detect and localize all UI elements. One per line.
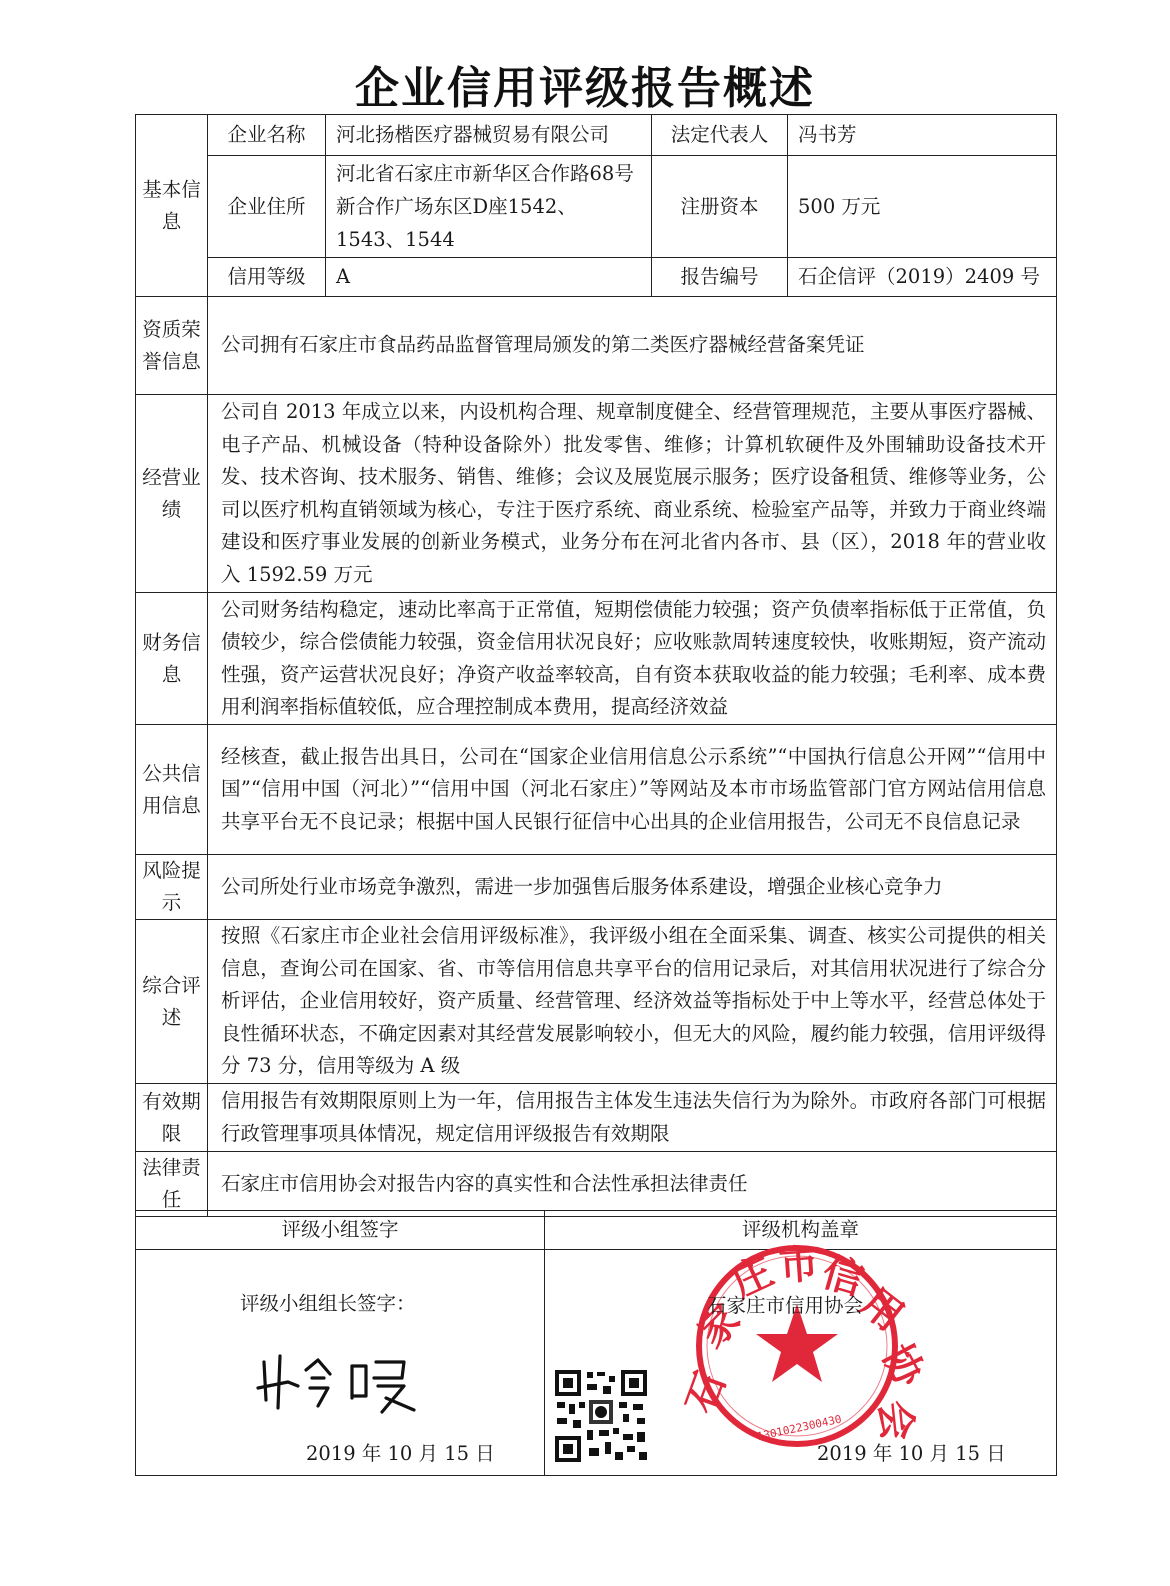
row-legal [136, 1152, 1057, 1217]
qualification-text: 公司拥有石家庄市食品药品监督管理局颁发的第二类医疗器械经营备案凭证 [208, 297, 1057, 395]
legal-text: 石家庄市信用协会对报告内容的真实性和合法性承担法律责任 [208, 1152, 1057, 1217]
signature-table [135, 1210, 1057, 1476]
svg-text:信: 信 [817, 1249, 869, 1305]
capital-label: 注册资本 [652, 156, 788, 258]
risk-text: 公司所处行业市场竞争激烈，需进一步加强售后服务体系建设，增强企业核心竞争力 [208, 855, 1057, 920]
risk-label: 风险提示 [136, 855, 208, 920]
address-label: 企业住所 [208, 156, 326, 258]
grade-value: A [326, 258, 652, 297]
right-sign-date: 2019 年 10 月 15 日 [817, 1442, 1006, 1465]
svg-text:会: 会 [870, 1398, 920, 1443]
qr-code-icon [553, 1368, 649, 1464]
leader-signature-label: 评级小组组长签字： [240, 1292, 416, 1315]
svg-text:1301022300430: 1301022300430 [755, 1412, 843, 1444]
row-grade [136, 258, 1057, 297]
team-signature-header: 评级小组签字 [136, 1211, 545, 1250]
org-seal-header: 评级机构盖章 [545, 1211, 1057, 1250]
row-qualification [136, 297, 1057, 395]
finance-text: 公司财务结构稳定，速动比率高于正常值，短期偿债能力较强；资产负债率指标低于正常值，负债较少，综合偿债能力较强，资金信用状况良好；应收账款周转速度较快，收账期短，资产流动性强，资产运营状况良好；净资产收益率较高，自有资本获取收益的能力较强；毛利率、成本费用利润率指标值较低，应合理控制成本费用，提高经济效益 [208, 593, 1057, 725]
svg-text:用: 用 [851, 1279, 912, 1341]
row-finance [136, 593, 1057, 725]
validity-text: 信用报告有效期限原则上为一年，信用报告主体发生违法失信行为为除外。市政府各部门可根据行政管理事项具体情况，规定信用评级报告有效期限 [208, 1084, 1057, 1152]
report-no-label: 报告编号 [652, 258, 788, 297]
performance-label: 经营业绩 [136, 395, 208, 593]
summary-text: 按照《石家庄市企业社会信用评级标准》，我评级小组在全面采集、调查、核实公司提供的相关信息，查询公司在国家、省、市等信用信息共享平台的信用记录后，对其信用状况进行了综合分析评估，企业信用较好，资产质量、经营管理、经济效益等指标处于中上等水平，经营总体处于良性循环状态，不确定因素对其经营发展影响较小，但无大的风险，履约能力较强，信用评级得分 73 分，信用等级为 A 级 [208, 920, 1057, 1084]
svg-text:庄: 庄 [724, 1248, 781, 1308]
row-risk [136, 855, 1057, 920]
row-address [136, 156, 1057, 258]
row-public-credit [136, 725, 1057, 855]
grade-label: 信用等级 [208, 258, 326, 297]
left-sign-date: 2019 年 10 月 15 日 [306, 1442, 495, 1465]
summary-label: 综合评述 [136, 920, 208, 1084]
capital-value: 500 万元 [788, 156, 1057, 258]
row-summary [136, 920, 1057, 1084]
svg-text:协: 协 [873, 1337, 933, 1395]
legal-rep-label: 法定代表人 [652, 115, 788, 156]
public-credit-text: 经核查，截止报告出具日，公司在“国家企业信用信息公示系统”“中国执行信息公开网”“信用中国”“信用中国（河北）”“信用中国（河北石家庄）”等网站及本市市场监管部门官方网站信用信息共享平台无不良记录；根据中国人民银行征信中心出具的企业信用报告，公司无不良信息记录 [208, 725, 1057, 855]
team-signature-cell [136, 1250, 545, 1476]
row-validity [136, 1084, 1057, 1152]
svg-text:市: 市 [777, 1241, 821, 1290]
svg-text:家: 家 [688, 1296, 750, 1358]
basic-info-label: 基本信息 [136, 115, 208, 297]
qualification-label: 资质荣誉信息 [136, 297, 208, 395]
finance-label: 财务信息 [136, 593, 208, 725]
org-name: 石家庄市信用协会 [707, 1294, 864, 1317]
row-company-name [136, 115, 1057, 156]
page-title: 企业信用评级报告概述 [355, 63, 815, 114]
public-credit-label: 公共信用信息 [136, 725, 208, 855]
report-no-value: 石企信评（2019）2409 号 [788, 258, 1057, 297]
official-seal [672, 1241, 933, 1466]
svg-text:石: 石 [678, 1366, 736, 1420]
org-seal-cell [545, 1241, 1057, 1476]
company-name-label: 企业名称 [208, 115, 326, 156]
legal-label: 法律责任 [136, 1152, 208, 1217]
address-value: 河北省石家庄市新华区合作路68号新合作广场东区D座1542、1543、1544 [326, 156, 652, 258]
validity-label: 有效期限 [136, 1084, 208, 1152]
performance-text: 公司自 2013 年成立以来，内设机构合理、规章制度健全、经营管理规范，主要从事医疗器械、电子产品、机械设备（特种设备除外）批发零售、维修；计算机软硬件及外围辅助设备技术开发、技术咨询、技术服务、销售、维修；会议及展览展示服务；医疗设备租赁、维修等业务，公司以医疗机构直销领域为核心，专注于医疗系统、商业系统、检验室产品等，并致力于商业终端建设和医疗事业发展的创新业务模式，业务分布在河北省内各市、县（区），2018 年的营业收入 1592.59 万元 [208, 395, 1057, 593]
row-performance [136, 395, 1057, 593]
handwritten-signature [254, 1348, 424, 1418]
legal-rep-value: 冯书芳 [788, 115, 1057, 156]
company-name-value: 河北扬楷医疗器械贸易有限公司 [326, 115, 652, 156]
report-table [135, 114, 1057, 1217]
